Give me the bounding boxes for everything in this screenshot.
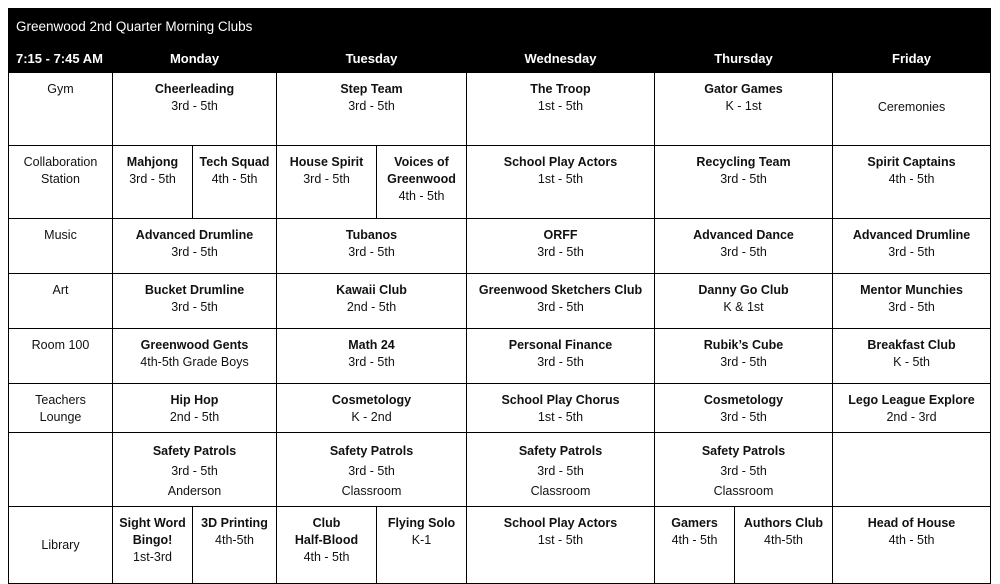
club-grade: Ceremonies [877, 100, 946, 114]
club-name: School Play Actors [503, 516, 618, 530]
club-cell [833, 507, 991, 584]
club-cell [277, 274, 467, 329]
club-name: Lego League Explore [848, 393, 975, 407]
club-cell [277, 384, 467, 433]
club-grade: 3rd - 5th [348, 464, 395, 478]
club-name: Safety Patrols [329, 444, 414, 458]
club-name: Math 24 [348, 338, 395, 352]
club-location: Classroom [341, 484, 402, 498]
row-collaboration-station [9, 146, 991, 219]
row-music [9, 219, 991, 274]
time-header: 7:15 - 7:45 AM [9, 44, 113, 73]
club-cell [277, 329, 467, 384]
club-name: Cosmetology [703, 393, 784, 407]
club-name: Danny Go Club [698, 283, 789, 297]
club-grade: 1st - 5th [537, 172, 584, 186]
club-grade: 3rd - 5th [171, 464, 218, 478]
club-grade: 2nd - 3rd [886, 410, 937, 424]
club-name: Greenwood Sketchers Club [478, 283, 643, 297]
club-name: Tech Squad [199, 155, 270, 169]
club-name-line1: Voices of [394, 155, 449, 169]
club-grade: K - 5th [893, 355, 930, 369]
row-library [9, 507, 991, 584]
club-name: Mahjong [126, 155, 179, 169]
club-cell [113, 507, 193, 584]
club-grade: 4th - 5th [671, 533, 718, 547]
club-name: Gamers [671, 516, 718, 530]
club-name: Safety Patrols [152, 444, 237, 458]
club-grade: 3rd - 5th [129, 172, 176, 186]
room-label-collaboration-station: Collaboration Station [9, 146, 113, 219]
club-cell [655, 274, 833, 329]
club-name: Cosmetology [331, 393, 412, 407]
club-grade: 3rd - 5th [720, 410, 767, 424]
schedule-sheet [8, 8, 990, 584]
header-row [9, 44, 991, 73]
club-cell [277, 219, 467, 274]
room-label-gym: Gym [9, 73, 113, 146]
club-name: Authors Club [743, 516, 824, 530]
room-label-music: Music [9, 219, 113, 274]
club-grade: 4th - 5th [211, 172, 258, 186]
club-cell [277, 507, 377, 584]
club-name-line2: Bingo! [132, 533, 173, 547]
club-cell [277, 73, 467, 146]
club-name: Advanced Dance [693, 228, 794, 242]
club-name: School Play Chorus [501, 393, 620, 407]
room-label-room-100: Room 100 [9, 329, 113, 384]
club-name: Bucket Drumline [144, 283, 245, 297]
club-name: Step Team [340, 82, 403, 96]
day-header-thursday: Thursday [655, 44, 833, 73]
club-cell [193, 507, 277, 584]
club-grade: 4th - 5th [888, 533, 935, 547]
row-gym [9, 73, 991, 146]
club-cell [467, 384, 655, 433]
day-header-wednesday: Wednesday [467, 44, 655, 73]
club-cell-empty [833, 433, 991, 507]
club-name: The Troop [530, 82, 591, 96]
club-cell [833, 146, 991, 219]
club-cell [735, 507, 833, 584]
club-grade: 1st - 5th [537, 410, 584, 424]
club-schedule-table [8, 8, 991, 584]
club-name-line1: Club [312, 516, 341, 530]
club-name: Greenwood Gents [140, 338, 249, 352]
club-grade: 3rd - 5th [537, 300, 584, 314]
row-teachers-lounge [9, 384, 991, 433]
day-header-monday: Monday [113, 44, 277, 73]
row-safety-patrols [9, 433, 991, 507]
club-location: Classroom [530, 484, 591, 498]
club-grade: K - 2nd [351, 410, 392, 424]
club-cell [113, 384, 277, 433]
club-cell [833, 329, 991, 384]
club-cell [113, 433, 277, 507]
club-cell [655, 219, 833, 274]
club-cell [113, 219, 277, 274]
club-grade: 4th - 5th [303, 550, 350, 564]
day-header-friday: Friday [833, 44, 991, 73]
club-grade: K & 1st [723, 300, 764, 314]
club-name: Rubik’s Cube [703, 338, 784, 352]
club-cell [113, 329, 277, 384]
club-name: House Spirit [289, 155, 364, 169]
club-cell [655, 329, 833, 384]
club-name: 3D Printing [201, 516, 268, 530]
club-name-line1: Sight Word [119, 516, 186, 530]
club-cell [467, 219, 655, 274]
club-grade: 3rd - 5th [720, 172, 767, 186]
club-name: Safety Patrols [701, 444, 786, 458]
club-cell [655, 507, 735, 584]
room-label-art: Art [9, 274, 113, 329]
club-name: Head of House [867, 516, 956, 530]
club-grade: 3rd - 5th [537, 464, 584, 478]
club-grade: 2nd - 5th [346, 300, 397, 314]
club-cell [467, 329, 655, 384]
club-name: Breakfast Club [867, 338, 956, 352]
club-name: Flying Solo [387, 516, 456, 530]
day-header-tuesday: Tuesday [277, 44, 467, 73]
club-grade: 4th-5th [215, 533, 254, 547]
club-grade: 2nd - 5th [169, 410, 220, 424]
club-grade: 3rd - 5th [537, 355, 584, 369]
club-cell [467, 433, 655, 507]
club-name: ORFF [543, 228, 578, 242]
club-cell [377, 146, 467, 219]
club-grade: K-1 [411, 533, 432, 547]
club-name: Advanced Drumline [852, 228, 971, 242]
title-row [9, 9, 991, 44]
club-cell [467, 274, 655, 329]
club-cell [833, 384, 991, 433]
club-name: Advanced Drumline [135, 228, 254, 242]
club-cell [193, 146, 277, 219]
club-cell [655, 433, 833, 507]
club-grade: 1st-3rd [133, 550, 172, 564]
row-art [9, 274, 991, 329]
club-cell [467, 146, 655, 219]
club-cell [277, 146, 377, 219]
club-grade: 4th - 5th [398, 189, 445, 203]
club-grade: 4th-5th [764, 533, 803, 547]
club-grade: 1st - 5th [537, 533, 584, 547]
club-cell [277, 433, 467, 507]
club-cell [833, 73, 991, 146]
club-name: Hip Hop [170, 393, 219, 407]
club-name: Kawaii Club [336, 283, 407, 297]
club-cell [833, 274, 991, 329]
club-cell [467, 507, 655, 584]
club-name: Spirit Captains [867, 155, 956, 169]
club-cell [113, 73, 277, 146]
room-label-teachers-lounge: Teachers Lounge [9, 384, 113, 433]
club-grade: 4th - 5th [888, 172, 935, 186]
club-cell [655, 384, 833, 433]
club-grade: 3rd - 5th [720, 464, 767, 478]
club-name: Tubanos [345, 228, 398, 242]
room-label-empty [9, 433, 113, 507]
club-grade: K - 1st [725, 99, 762, 113]
club-grade: 3rd - 5th [537, 245, 584, 259]
page-title: Greenwood 2nd Quarter Morning Clubs [9, 9, 991, 44]
club-name: Gator Games [704, 82, 783, 96]
club-grade: 3rd - 5th [888, 245, 935, 259]
club-location: Classroom [713, 484, 774, 498]
club-grade: 3rd - 5th [720, 245, 767, 259]
club-name-line2: Half-Blood [294, 533, 359, 547]
club-cell [655, 146, 833, 219]
club-grade: 4th-5th Grade Boys [140, 355, 249, 369]
club-grade: 3rd - 5th [888, 300, 935, 314]
club-cell [113, 146, 193, 219]
club-name: Recycling Team [696, 155, 791, 169]
club-cell [833, 219, 991, 274]
club-cell [467, 73, 655, 146]
row-room-100 [9, 329, 991, 384]
club-grade: 3rd - 5th [720, 355, 767, 369]
club-name-line2: Greenwood [387, 172, 456, 186]
club-name: Safety Patrols [518, 444, 603, 458]
club-cell [113, 274, 277, 329]
club-grade: 3rd - 5th [348, 355, 395, 369]
club-cell [655, 73, 833, 146]
club-grade: 1st - 5th [537, 99, 584, 113]
club-grade: 3rd - 5th [171, 245, 218, 259]
club-name: Cheerleading [154, 82, 235, 96]
club-grade: 3rd - 5th [171, 300, 218, 314]
club-grade: 3rd - 5th [348, 99, 395, 113]
club-location: Anderson [167, 484, 222, 498]
club-grade: 3rd - 5th [348, 245, 395, 259]
club-name: Personal Finance [508, 338, 613, 352]
room-label-library: Library [9, 507, 113, 584]
club-grade: 3rd - 5th [171, 99, 218, 113]
club-grade: 3rd - 5th [303, 172, 350, 186]
club-name: Mentor Munchies [860, 283, 963, 297]
club-cell [377, 507, 467, 584]
club-name: School Play Actors [503, 155, 618, 169]
